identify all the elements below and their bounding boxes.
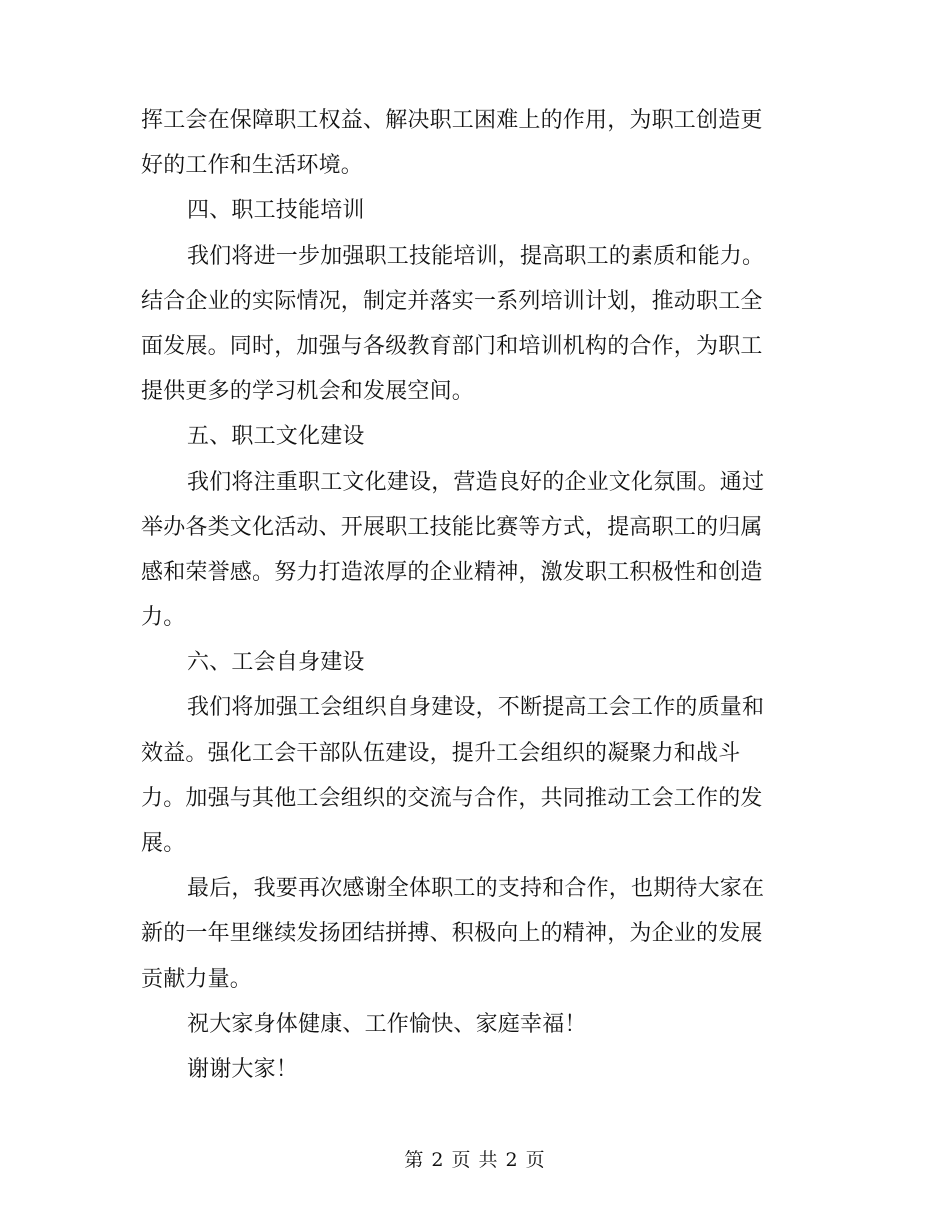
section-heading: 五、职工文化建设 xyxy=(187,424,365,450)
text-line: 新的一年里继续发扬团结拼搏、积极向上的精神，为企业的发展 xyxy=(141,921,763,947)
text-line: 好的工作和生活环境。 xyxy=(141,153,364,179)
text-line: 面发展。同时，加强与各级教育部门和培训机构的合作，为职工 xyxy=(141,333,763,359)
text-line: 谢谢大家！ xyxy=(187,1056,299,1082)
text-line: 力。加强与其他工会组织的交流与合作，共同推动工会工作的发 xyxy=(141,785,763,811)
text-line: 效益。强化工会干部队伍建设，提升工会组织的凝聚力和战斗 xyxy=(141,740,741,766)
text-line: 挥工会在保障职工权益、解决职工困难上的作用，为职工创造更 xyxy=(141,108,763,133)
section-heading: 六、工会自身建设 xyxy=(187,650,365,676)
text-line: 我们将加强工会组织自身建设，不断提高工会工作的质量和 xyxy=(187,695,765,721)
text-line: 力。 xyxy=(141,605,186,631)
text-line: 我们将注重职工文化建设，营造良好的企业文化氛围。通过 xyxy=(187,469,765,495)
page-number-footer: 第 2 页 共 2 页 xyxy=(404,1149,546,1171)
text-line: 祝大家身体健康、工作愉快、家庭幸福！ xyxy=(187,1011,587,1037)
text-line: 举办各类文化活动、开展职工技能比赛等方式，提高职工的归属 xyxy=(141,514,763,540)
section-heading: 四、职工技能培训 xyxy=(187,198,365,224)
document-body xyxy=(141,98,803,1092)
text-line: 我们将进一步加强职工技能培训，提高职工的素质和能力。 xyxy=(187,243,765,269)
text-line: 最后，我要再次感谢全体职工的支持和合作，也期待大家在 xyxy=(187,876,765,902)
text-line: 贡献力量。 xyxy=(141,966,253,992)
text-line: 结合企业的实际情况，制定并落实一系列培训计划，推动职工全 xyxy=(141,288,763,314)
text-line: 提供更多的学习机会和发展空间。 xyxy=(141,379,475,405)
text-line: 展。 xyxy=(141,831,186,856)
text-line: 感和荣誉感。努力打造浓厚的企业精神，激发职工积极性和创造 xyxy=(141,559,763,585)
